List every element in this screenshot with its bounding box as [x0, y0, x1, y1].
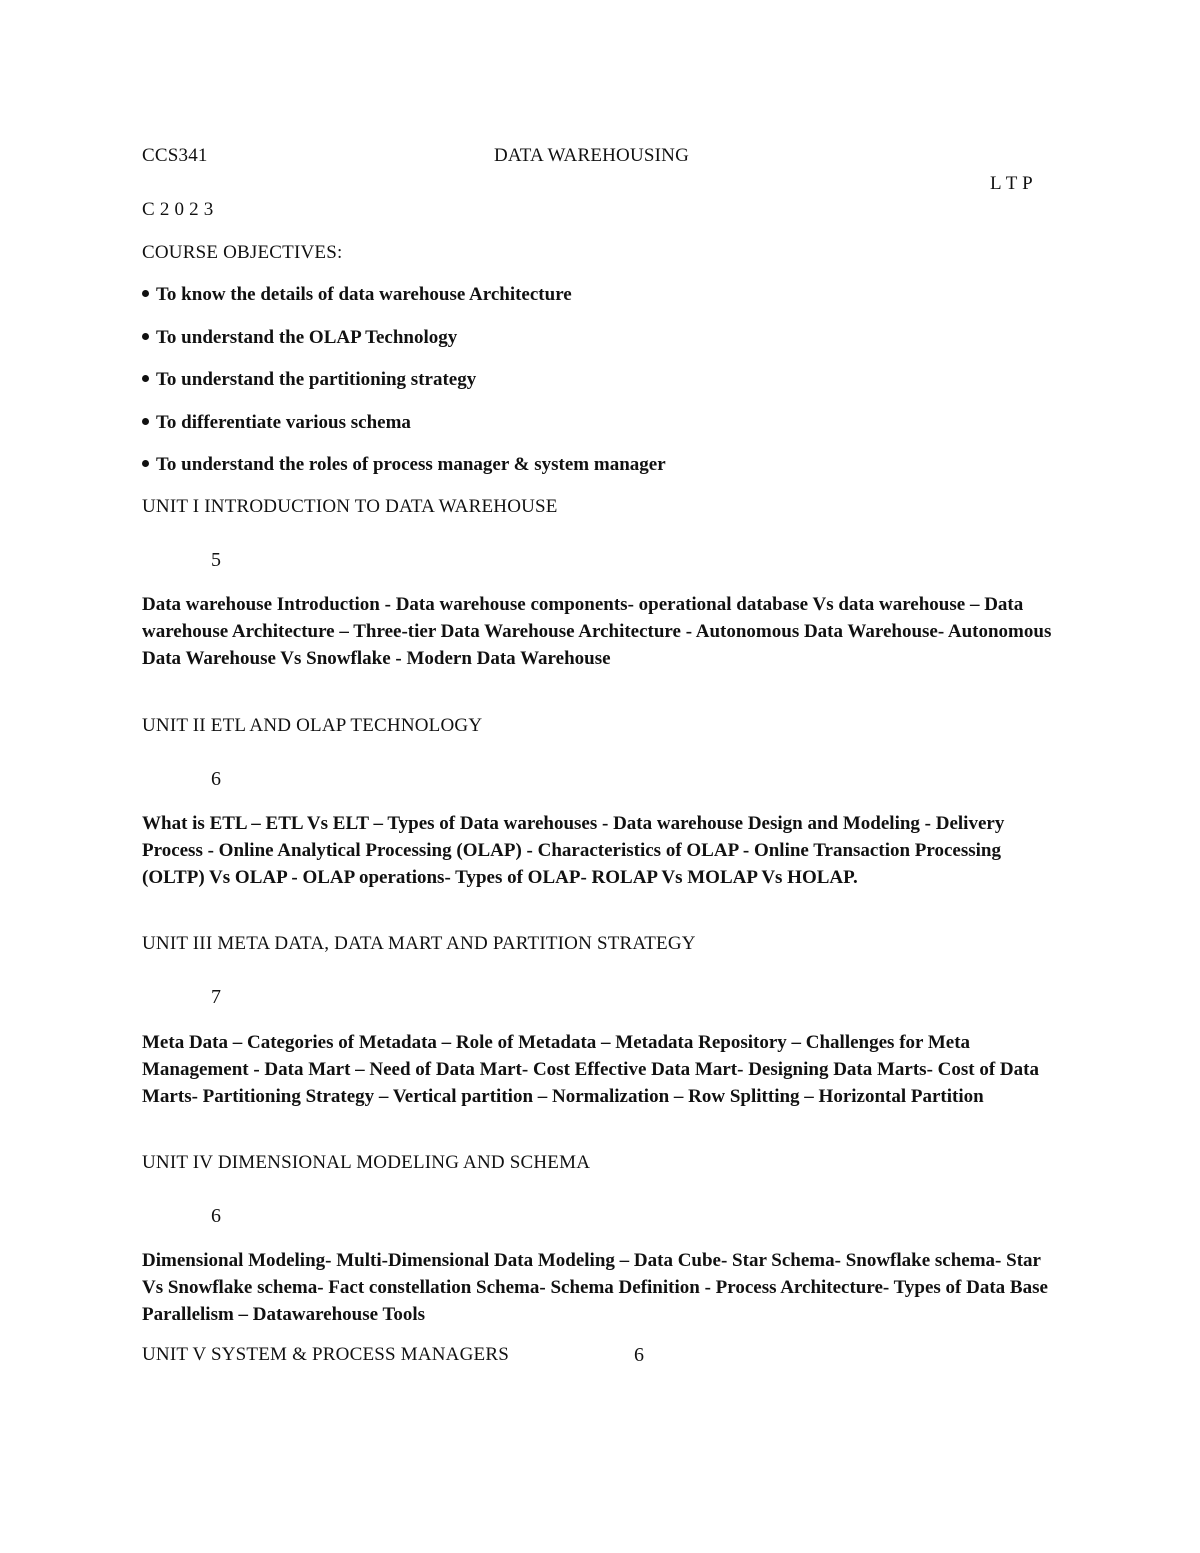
objective-text: To differentiate various schema — [156, 412, 411, 433]
course-title: DATA WAREHOUSING — [494, 145, 690, 166]
bullet-icon — [142, 375, 149, 382]
ltp-label: L T P — [990, 173, 1033, 194]
objective-item — [142, 369, 476, 391]
bullet-icon — [142, 418, 149, 425]
objective-text: To understand the partitioning strategy — [156, 369, 477, 390]
bullet-icon — [142, 290, 149, 297]
unit-hours: 6 — [211, 1205, 221, 1227]
unit-title: UNIT I INTRODUCTION TO DATA WAREHOUSE — [142, 496, 558, 517]
objective-item — [142, 412, 411, 434]
unit-title: UNIT V SYSTEM & PROCESS MANAGERS — [142, 1344, 509, 1365]
unit-title: UNIT II ETL AND OLAP TECHNOLOGY — [142, 715, 483, 736]
objective-text: To understand the OLAP Technology — [156, 327, 458, 348]
bullet-icon — [142, 460, 149, 467]
bullet-icon — [142, 333, 149, 340]
unit-title: UNIT IV DIMENSIONAL MODELING AND SCHEMA — [142, 1152, 591, 1173]
objective-item — [142, 454, 666, 476]
credits-label: C 2 0 2 3 — [142, 199, 214, 220]
objective-text: To understand the roles of process manager & system manager — [156, 454, 666, 475]
unit-content: Meta Data – Categories of Metadata – Role of Metadata – Metadata Repository – Challenges for Meta Management - Data Mart – Need of Data Mart- Cost Effective Data Mart- Designing Data Marts- Cost of Data Marts- Partitioning Strategy – Vertical partition – Normalization – Row Splitting – Horizontal Partition — [142, 1032, 1039, 1107]
objective-text: To know the details of data warehouse Architecture — [156, 284, 572, 305]
course-code: CCS341 — [142, 145, 208, 166]
unit-content: Dimensional Modeling- Multi-Dimensional Data Modeling – Data Cube- Star Schema- Snowflake schema- Star Vs Snowflake schema- Fact constellation Schema- Schema Definition - Process Architecture- Types of Data Base Parallelism – Datawarehouse Tools — [142, 1250, 1048, 1325]
objective-item — [142, 284, 572, 306]
objectives-heading: COURSE OBJECTIVES: — [142, 242, 343, 263]
unit-hours: 7 — [211, 986, 221, 1008]
unit-content: Data warehouse Introduction - Data warehouse components- operational database Vs data warehouse – Data warehouse Architecture – Three-tier Data Warehouse Architecture - Autonomous Data Warehouse- Autonomous Data Warehouse Vs Snowflake - Modern Data Warehouse — [142, 594, 1052, 669]
unit-hours: 6 — [634, 1344, 644, 1366]
objective-item — [142, 327, 457, 349]
unit-hours: 6 — [211, 768, 221, 790]
unit-content: What is ETL – ETL Vs ELT – Types of Data warehouses - Data warehouse Design and Modeling - Delivery Process - Online Analytical Processing (OLAP) - Characteristics of OLAP - Online Transaction Processing (OLTP) Vs OLAP - OLAP operations- Types of OLAP- ROLAP Vs MOLAP Vs HOLAP. — [142, 813, 1005, 888]
unit-hours: 5 — [211, 549, 221, 571]
unit-title: UNIT III META DATA, DATA MART AND PARTITION STRATEGY — [142, 933, 696, 954]
